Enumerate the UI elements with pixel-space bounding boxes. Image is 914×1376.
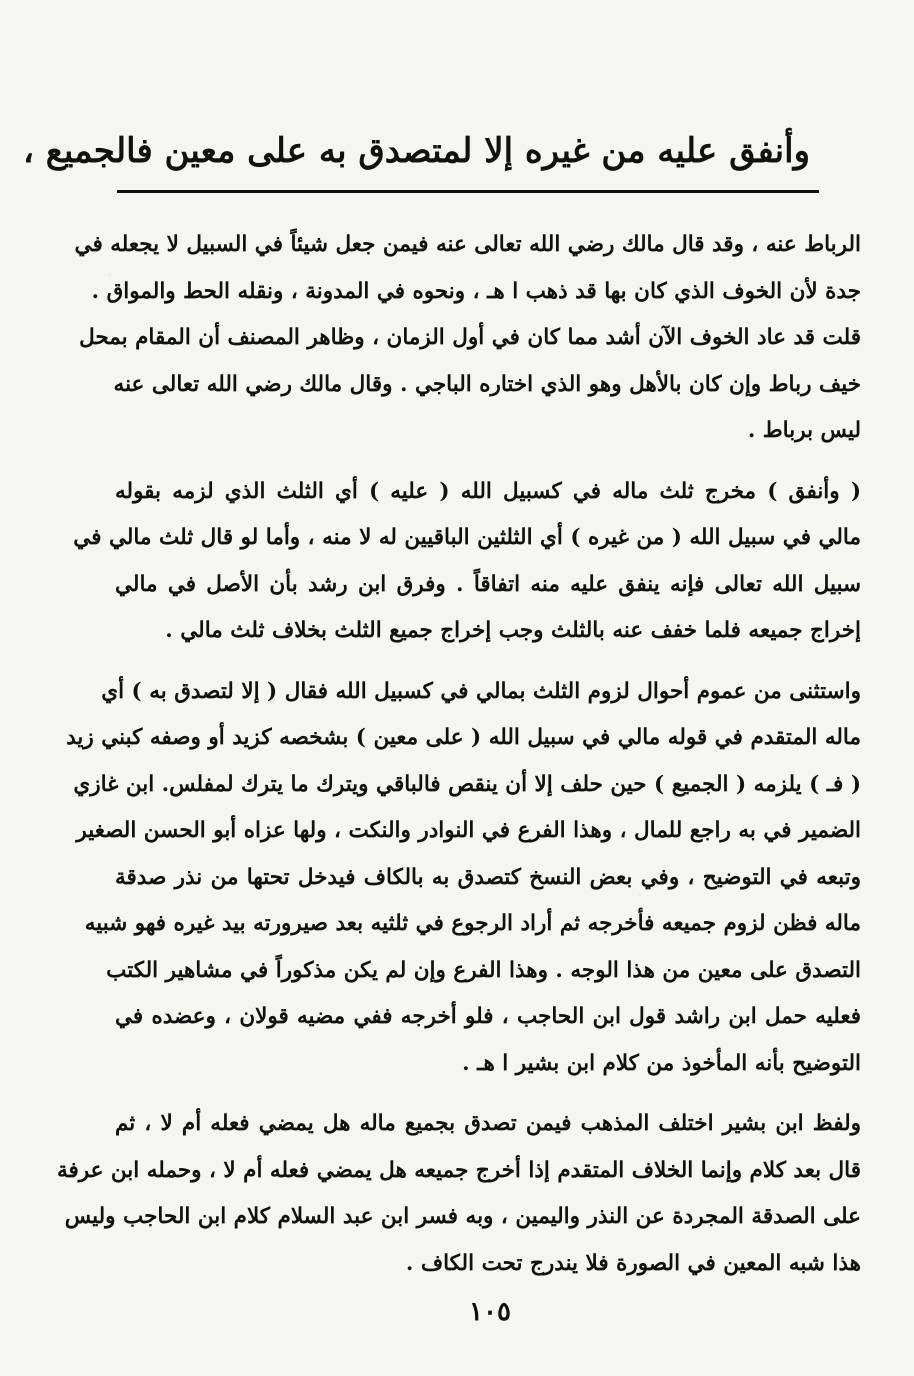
text-line: جدة لأن الخوف الذي كان بها قد ذهب ا هـ ، ونحوه في المدونة ، ونقله الحط والمواق . [91, 278, 861, 304]
text-line: ماله فظن لزوم جميعه فأخرجه ثم أراد الرجوع في ثلثيه بعد صيرورته بيد غيره فهو شبيه [84, 911, 861, 936]
text-line: هذا شبه المعين في الصورة فلا يندرج تحت الكاف . [405, 1250, 861, 1276]
text-line: الرباط عنه ، وقد قال مالك رضي الله تعالى عنه فيمن جعل شيئاً في السبيل لا يجعله في [74, 232, 861, 257]
text-line: قال بعد كلام وإنما الخلاف المتقدم إذا أخرج جميعه هل يمضي فعله أم لا ، وحمله ابن عرفة [56, 1157, 861, 1183]
paragraph [73, 469, 861, 655]
text-line: ( وأنفق ) مخرج ثلث ماله في كسبيل الله ( عليه ) أي الثلث الذي لزمه بقوله [115, 478, 861, 504]
text-line: إخراج جميعه فلما خفف عنه بالثلث وجب إخراج جميع الثلث بخلاف ثلث مالي . [165, 618, 861, 643]
text-line: ( فـ ) يلزمه ( الجميع ) حين حلف إلا أن ينقص فالباقي ويترك ما يترك لمفلس. ابن غازي [73, 771, 861, 797]
text-line: واستثنى من عموم أحوال لزوم الثلث بمالي في كسبيل الله فقال ( إلا لتصدق به ) أي [101, 678, 861, 704]
text-line: ماله المتقدم في قوله مالي في سبيل الله ( على معين ) بشخصه كزيد أو وصفه كبني زيد [66, 725, 861, 750]
text-line: وتبعه في التوضيح ، وفي بعض النسخ كتصدق به بالكاف فيدخل تحتها من نذر صدقة [115, 864, 861, 890]
text-line: قلت قد عاد الخوف الآن أشد مما كان في أول الزمان ، وظاهر المصنف أن المقام بمحل [79, 325, 861, 350]
text-line: التوضيح بأنه المأخوذ من كلام ابن بشير ا هـ . [462, 1050, 861, 1076]
text-line: الضمير في به راجع للمال ، وهذا الفرع في النوادر والنكت ، ولها عزاه أبو الحسن الصغير [76, 818, 861, 843]
text-line: ليس برباط . [747, 418, 861, 443]
text-line: فعليه حمل ابن راشد قول ابن الحاجب ، فلو أخرجه ففي مضيه قولان ، وعضده في [115, 1004, 861, 1029]
page-number: ١٠٥ [469, 1297, 511, 1327]
text-line: خيف رباط وإن كان بالأهل وهو الذي اختاره الباجي . وقال مالك رضي الله تعالى عنه [113, 371, 861, 397]
paragraph [56, 1101, 861, 1287]
heading-divider [117, 190, 819, 193]
text-line: ولفظ ابن بشير اختلف المذهب فيمن تصدق بجميع ماله هل يمضي فعله أم لا ، ثم [115, 1111, 861, 1136]
text-line: سبيل الله تعالى فإنه ينفق عليه منه اتفاقاً . وفرق ابن رشد بأن الأصل في مالي [115, 571, 861, 597]
paragraph [74, 222, 861, 455]
verse-heading: وأنفق عليه من غيره إلا لمتصدق به على معين فالجميع ، [22, 131, 810, 171]
text-line: على الصدقة المجردة عن النذر واليمين ، وبه فسر ابن عبد السلام كلام ابن الحاجب وليس [64, 1204, 861, 1229]
paragraph [66, 669, 861, 1088]
commentary-body [56, 222, 861, 1301]
text-line: مالي في سبيل الله ( من غيره ) أي الثلثين الباقيين له لا منه ، وأما لو قال ثلث مالي في [73, 525, 861, 550]
text-line: التصدق على معين من هذا الوجه . وهذا الفرع وإن لم يكن مذكوراً في مشاهير الكتب [106, 957, 861, 983]
